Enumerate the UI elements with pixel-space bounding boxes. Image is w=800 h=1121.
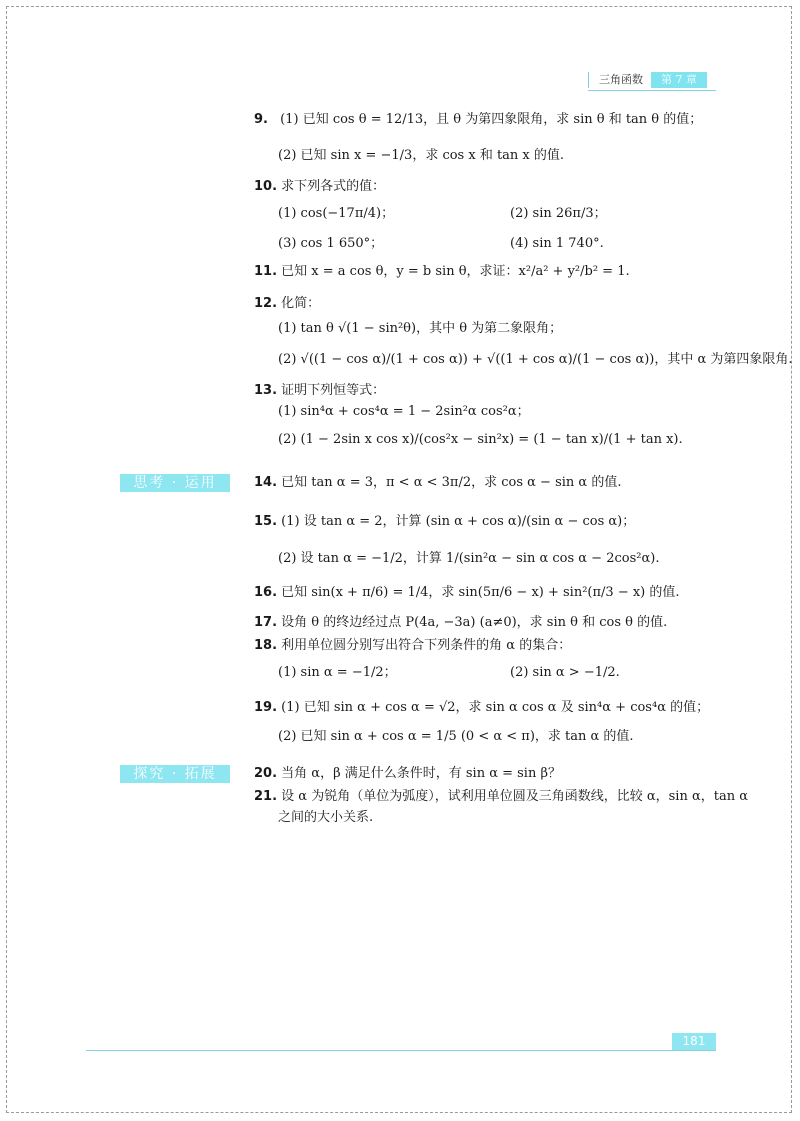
problem-21-continued: 之间的大小关系.	[278, 810, 374, 825]
problem-number: 14.	[254, 475, 278, 490]
chapter-number: 第 7 章	[651, 72, 707, 88]
problem-number: 20.	[254, 766, 278, 781]
problem-number: 19.	[254, 700, 278, 715]
problem-9	[254, 110, 702, 130]
problem-18-part-2: (2) sin α > −1/2.	[510, 665, 620, 680]
problem-19-part-2: (2) 已知 sin α + cos α = 1/5 (0 < α < π)，求 tan α 的值.	[278, 729, 634, 744]
problem-21	[254, 787, 748, 807]
problem-15-part-2: (2) 设 tan α = −1/2，计算 1/(sin²α − sin α cos α − 2cos²α).	[278, 551, 660, 566]
problem-part: (1) 已知 cos θ = 12/13，且 θ 为第四象限角，求 sin θ 和 tan θ 的值；	[280, 112, 703, 127]
problem-13-part-2: (2) (1 − 2sin x cos x)/(cos²x − sin²x) = (1 − tan x)/(1 + tan x).	[278, 432, 683, 447]
page-number: 181	[672, 1033, 716, 1050]
problem-17	[254, 613, 667, 633]
problem-number: 10.	[254, 179, 278, 194]
problem-16	[254, 583, 680, 603]
problem-number: 15.	[254, 514, 278, 529]
problem-number: 12.	[254, 296, 278, 311]
problem-9-part-2: (2) 已知 sin x = −1/3，求 cos x 和 tan x 的值.	[278, 148, 565, 163]
section-tag-apply: 思考 · 运用	[120, 474, 230, 492]
problem-text: 设 α 为锐角（单位为弧度），试利用单位圆及三角函数线，比较 α，sin α，tan α	[281, 789, 748, 804]
chapter-name: 三角函数	[588, 72, 651, 88]
problem-number: 18.	[254, 638, 278, 653]
problem-part: (1) 设 tan α = 2，计算 (sin α + cos α)/(sin α − cos α)；	[281, 514, 636, 529]
problem-12	[254, 294, 320, 314]
footer-rule	[86, 1050, 716, 1051]
problem-10-part-2: (2) sin 26π/3；	[510, 206, 607, 221]
problem-text: 证明下列恒等式：	[281, 383, 386, 398]
header-rule	[588, 90, 716, 91]
problem-text: 求下列各式的值：	[281, 179, 386, 194]
problem-number: 17.	[254, 615, 278, 630]
problem-15	[254, 512, 635, 532]
problem-12-part-1: (1) tan θ √(1 − sin²θ)，其中 θ 为第二象限角；	[278, 321, 563, 336]
running-header	[588, 72, 707, 88]
problem-number: 11.	[254, 264, 278, 279]
problem-text: 已知 tan α = 3，π < α < 3π/2，求 cos α − sin α 的值.	[281, 475, 622, 490]
problem-text: 利用单位圆分别写出符合下列条件的角 α 的集合：	[281, 638, 572, 653]
problem-number: 9.	[254, 112, 268, 127]
problem-18	[254, 636, 571, 656]
problem-13	[254, 381, 385, 401]
problem-text: 化简：	[281, 296, 321, 311]
problem-10	[254, 177, 385, 197]
problem-19	[254, 698, 709, 718]
section-tag-explore: 探究 · 拓展	[120, 765, 230, 783]
problem-text: 已知 sin(x + π/6) = 1/4，求 sin(5π/6 − x) + sin²(π/3 − x) 的值.	[281, 585, 680, 600]
problem-part: (1) 已知 sin α + cos α = √2，求 sin α cos α 及 sin⁴α + cos⁴α 的值；	[281, 700, 710, 715]
problem-18-part-1: (1) sin α = −1/2；	[278, 665, 397, 680]
problem-text: 已知 x = a cos θ，y = b sin θ，求证：x²/a² + y²/b² = 1.	[281, 264, 630, 279]
problem-14	[254, 473, 621, 493]
problem-10-part-1: (1) cos(−17π/4)；	[278, 206, 395, 221]
problem-13-part-1: (1) sin⁴α + cos⁴α = 1 − 2sin²α cos²α；	[278, 404, 530, 419]
problem-11	[254, 262, 630, 282]
problem-number: 13.	[254, 383, 278, 398]
problem-10-part-4: (4) sin 1 740°.	[510, 236, 604, 251]
problem-12-part-2: (2) √((1 − cos α)/(1 + cos α)) + √((1 + cos α)/(1 − cos α))，其中 α 为第四象限角.	[278, 352, 793, 367]
problem-number: 21.	[254, 789, 278, 804]
problem-20	[254, 764, 561, 784]
problem-number: 16.	[254, 585, 278, 600]
problem-text: 当角 α，β 满足什么条件时，有 sin α = sin β？	[281, 766, 561, 781]
problem-10-part-3: (3) cos 1 650°；	[278, 236, 384, 251]
problem-text: 设角 θ 的终边经过点 P(4a, −3a) (a≠0)，求 sin θ 和 cos θ 的值.	[281, 615, 668, 630]
